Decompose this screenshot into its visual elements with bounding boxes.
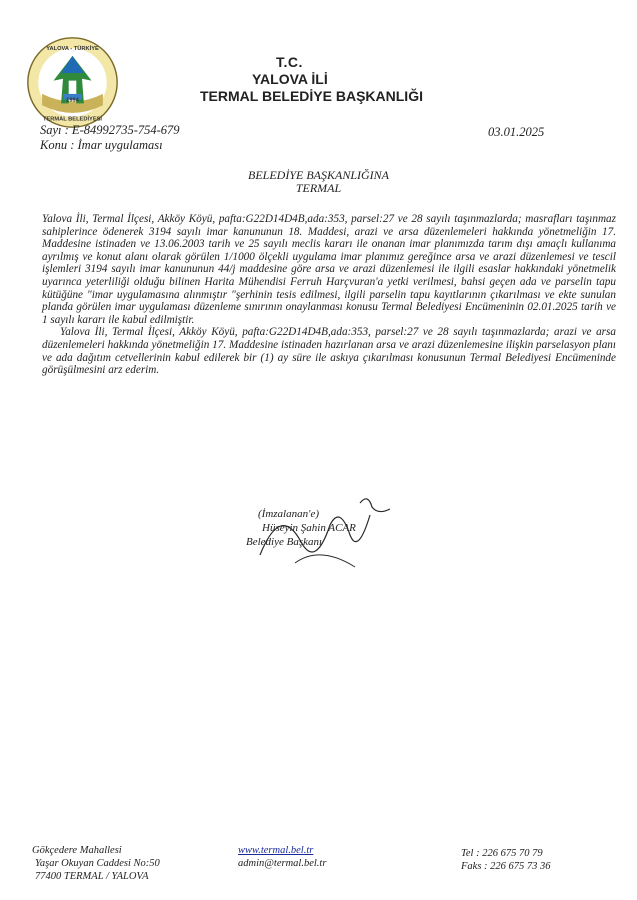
letter-body (42, 213, 616, 377)
addressee-line-1: BELEDİYE BAŞKANLIĞINA (248, 168, 389, 182)
logo-year: 1994 (66, 97, 79, 104)
body-paragraph-2: Yalova İli, Termal İlçesi, Akköy Köyü, pafta:G22D14D4B,ada:353, parsel:27 ve 28 sayılı taşınmazlarda; arazi ve arsa düzenlemeleri hakkında yönetmeliğin 17. Maddesine istinaden hazırlanan arsa ve arazi düzenlemesine ilişkin parselasyon planı ve ada dağıtım cetvellerinin kabul edilerek bir (1) ay süre ile askıya çıkarılması konusunun Termal Belediyesi Encümeninde görüşülmesini arz ederim. (42, 326, 616, 377)
footer-phone: Tel : 226 675 70 79 (461, 848, 543, 859)
header-line-3: TERMAL BELEDİYE BAŞKANLIĞI (200, 88, 423, 104)
logo-text-bottom: TERMAL BELEDİYESİ (43, 116, 102, 123)
municipality-logo (25, 35, 120, 130)
footer-address-3: 77400 TERMAL / YALOVA (35, 871, 149, 882)
footer-address-2: Yaşar Okuyan Caddesi No:50 (35, 858, 160, 869)
footer-fax: Faks : 226 675 73 36 (461, 861, 551, 872)
handwritten-signature (240, 485, 400, 585)
logo-text-top: YALOVA - TÜRKİYE (46, 46, 99, 53)
signatory-title: Belediye Başkanı (246, 536, 323, 548)
footer-website-link[interactable]: www.termal.bel.tr (238, 845, 314, 856)
footer-email[interactable]: admin@termal.bel.tr (238, 858, 327, 869)
header-line-1: T.C. (276, 54, 303, 70)
signatory-name: Hüseyin Şahin ACAR (262, 522, 356, 534)
header-line-2: YALOVA İLİ (252, 71, 328, 87)
document-date: 03.01.2025 (488, 125, 545, 139)
body-paragraph-1: Yalova İli, Termal İlçesi, Akköy Köyü, pafta:G22D14D4B,ada:353, parsel:27 ve 28 sayılı taşınmazlarda; masrafları taşınmaz sahiplerince ödenerek 3194 sayılı imar kanununun 18. Maddesi, arazi ve arsa düzenlemeleri hakkında yönetmeliğin 17. Maddesine istinaden ve 13.06.2003 tarih ve 25 sayılı meclis kararı ile onanan imar planımızda tarım dışı amaçlı kullanıma ayrılmış ve konut alanı olarak görülen 1/1000 ölçekli uygulama imar planımız gereğince arsa ve arazi düzenlemesi ve tescil işlemleri 3194 sayılı imar kanununun 44/j maddesine göre arsa ve arazi düzenlemesi ile ilgili esaslar hakkındaki yönetmelik uyarınca yeterliliği olduğu bilinen Harita Mühendisi Ferruh Harçvuran'a yetki verilmesi, bahsi geçen ada ve parselin tapu kütüğüne "imar uygulamasına alınmıştır "şerhinin tesis edilmesi, ilgili parselin tapu kayıtlarının çıkarılması ve ekte sunulan planda görülen imar uygulaması düzenleme sınırının onaylanması konusu Termal Belediyesi Encümeninin 02.01.2025 tarih ve 1 sayılı kararı ile kabul edilmiştir. (42, 213, 616, 326)
document-subject: Konu : İmar uygulaması (40, 138, 163, 152)
footer-address-1: Gökçedere Mahallesi (32, 845, 122, 856)
addressee-line-2: TERMAL (295, 181, 342, 195)
document-number: Sayı : E-84992735-754-679 (40, 123, 180, 137)
signature-note: (İmzalanan'e) (258, 508, 320, 520)
